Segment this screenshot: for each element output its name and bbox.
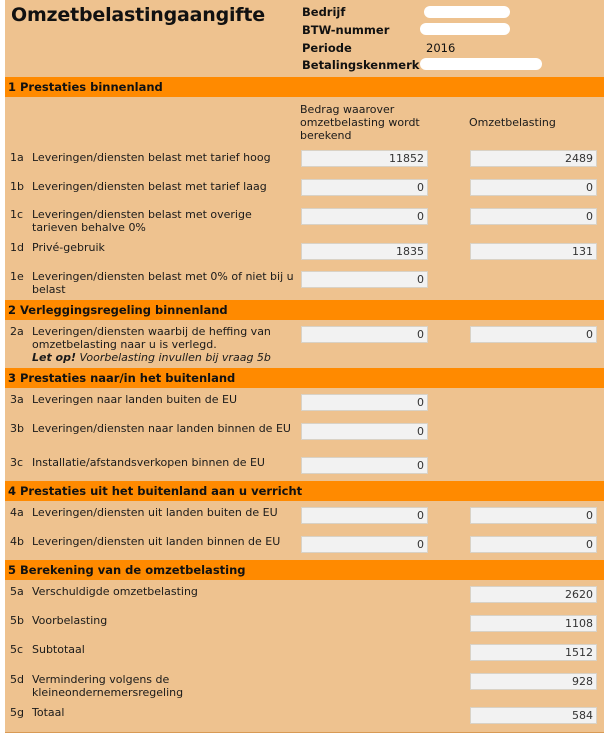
field-1b-tax[interactable]: 0 [470, 179, 597, 196]
row-code: 5c [10, 643, 24, 656]
row-label: Privé-gebruik [32, 241, 105, 254]
row-code: 1a [10, 151, 24, 164]
column-header-tax: Omzetbelasting [469, 116, 556, 129]
row-code: 3b [10, 422, 24, 435]
section-3-header: 3 Prestaties naar/in het buitenland [5, 368, 604, 388]
field-1a-tax[interactable]: 2489 [470, 150, 597, 167]
company-label: Bedrijf [302, 5, 346, 19]
row-code: 1b [10, 180, 24, 193]
column-header-base: Bedrag waarover omzetbelasting wordt berekend [300, 103, 420, 142]
row-code: 3c [10, 456, 24, 469]
field-3b-base[interactable]: 0 [301, 423, 428, 440]
row-code: 5d [10, 673, 24, 686]
field-1b-base[interactable]: 0 [301, 179, 428, 196]
row-label: Totaal [32, 706, 65, 719]
row-label: Installatie/afstandsverkopen binnen de EU [32, 456, 265, 469]
row-code: 4a [10, 506, 24, 519]
page-title: Omzetbelastingaangifte [11, 4, 265, 26]
row-label: Leveringen/diensten belast met 0% of niet bij u belast [32, 270, 294, 296]
row-label: Voorbelasting [32, 614, 108, 627]
payment-reference-label: Betalingskenmerk [302, 58, 420, 72]
row-code: 1d [10, 241, 24, 254]
row-label: Leveringen/diensten belast met overige tarieven behalve 0% [32, 208, 252, 234]
row-code: 4b [10, 535, 24, 548]
row-code: 5a [10, 585, 24, 598]
row-label: Vermindering volgens de kleineondernemersregeling [32, 673, 184, 699]
field-1d-base[interactable]: 1835 [301, 243, 428, 260]
field-4b-base[interactable]: 0 [301, 536, 428, 553]
vat-number-value-redacted [420, 23, 510, 35]
field-5b-tax[interactable]: 1108 [470, 615, 597, 632]
section-4-header: 4 Prestaties uit het buitenland aan u verricht [5, 481, 604, 501]
row-label: Subtotaal [32, 643, 85, 656]
row-label: Leveringen naar landen buiten de EU [32, 393, 238, 406]
field-1a-base[interactable]: 11852 [301, 150, 428, 167]
field-1c-tax[interactable]: 0 [470, 208, 597, 225]
row-code: 5g [10, 706, 24, 719]
row-label [32, 325, 294, 364]
section-1-header: 1 Prestaties binnenland [5, 77, 604, 97]
field-4a-tax[interactable]: 0 [470, 507, 597, 524]
note-text: Voorbelasting invullen bij vraag 5b [79, 351, 271, 364]
row-code: 2a [10, 325, 24, 338]
section-5-header: 5 Berekening van de omzetbelasting [5, 560, 604, 580]
period-value: 2016 [426, 41, 456, 55]
row-code: 1c [10, 208, 24, 221]
field-2a-base[interactable]: 0 [301, 326, 428, 343]
vat-return-form [5, 0, 604, 733]
field-5d-tax[interactable]: 928 [470, 673, 597, 690]
period-label: Periode [302, 41, 352, 55]
note-warning: Let op! [32, 351, 77, 364]
row-label: Leveringen/diensten belast met tarief hoog [32, 151, 271, 164]
field-3c-base[interactable]: 0 [301, 457, 428, 474]
field-4a-base[interactable]: 0 [301, 507, 428, 524]
row-label: Leveringen/diensten belast met tarief laag [32, 180, 267, 193]
row-label-text: Leveringen/diensten waarbij de heffing van omzetbelasting naar u is verlegd. [32, 325, 271, 351]
row-code: 5b [10, 614, 24, 627]
field-5g-tax[interactable]: 584 [470, 707, 597, 724]
company-value-redacted [424, 6, 510, 18]
row-label: Leveringen/diensten naar landen binnen de EU [32, 422, 291, 435]
field-5a-tax[interactable]: 2620 [470, 586, 597, 603]
field-3a-base[interactable]: 0 [301, 394, 428, 411]
row-label: Leveringen/diensten uit landen buiten de EU [32, 506, 278, 519]
row-label: Leveringen/diensten uit landen binnen de EU [32, 535, 281, 548]
row-code: 1e [10, 270, 24, 283]
field-4b-tax[interactable]: 0 [470, 536, 597, 553]
field-2a-tax[interactable]: 0 [470, 326, 597, 343]
field-1c-base[interactable]: 0 [301, 208, 428, 225]
row-code: 3a [10, 393, 24, 406]
field-1d-tax[interactable]: 131 [470, 243, 597, 260]
row-label: Verschuldigde omzetbelasting [32, 585, 198, 598]
field-5c-tax[interactable]: 1512 [470, 644, 597, 661]
field-1e-base[interactable]: 0 [301, 271, 428, 288]
section-2-header: 2 Verleggingsregeling binnenland [5, 300, 604, 320]
vat-number-label: BTW-nummer [302, 23, 390, 37]
payment-reference-value-redacted [420, 58, 542, 70]
